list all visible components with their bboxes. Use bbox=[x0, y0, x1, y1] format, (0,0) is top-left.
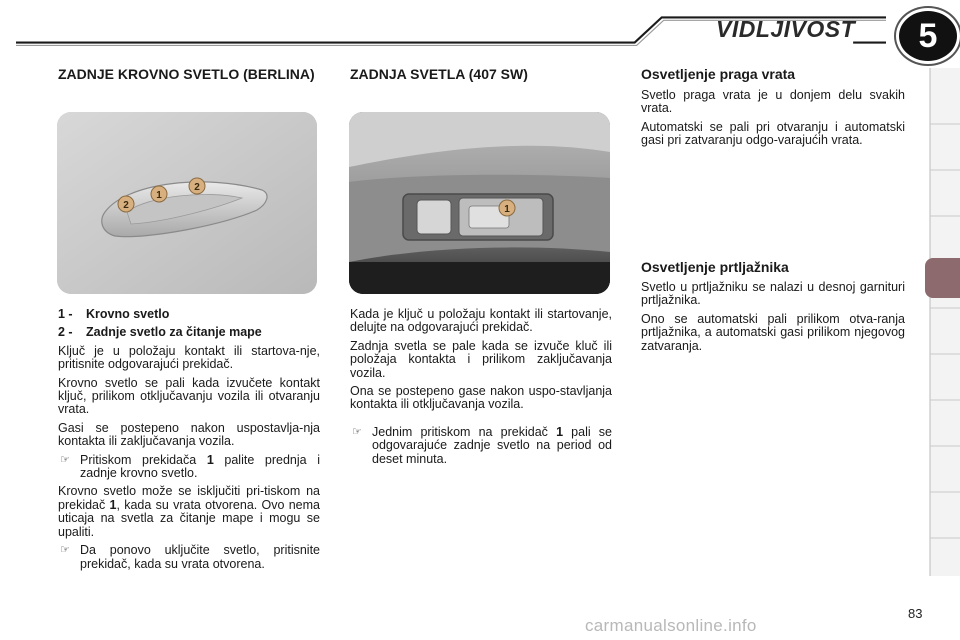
chapter-title: VIDLJIVOST bbox=[716, 16, 856, 42]
right-paragraph: Automatski se pali pri otvaranju i automatski gasi pri zatvaranju odgo-varajućih vrata. bbox=[641, 119, 905, 148]
left-column-text bbox=[58, 308, 320, 571]
roof-light-label-2b: 2 bbox=[194, 182, 200, 193]
mid-paragraph: Kada je ključ u položaju kontakt ili startovanje, delujte na odgovarajući prekidač. bbox=[350, 307, 612, 335]
left-paragraph: Gasi se postepeno nakon uspostavlja-nja kontakta ili zaključavanja vozila. bbox=[58, 420, 320, 449]
hand-pointer-icon: ☞ bbox=[60, 453, 70, 466]
roof-light-label-2a: 2 bbox=[123, 200, 129, 211]
watermark: carmanualsonline.info bbox=[585, 616, 757, 635]
chapter-number-badge: 5 bbox=[896, 8, 960, 64]
chapter-tab-active[interactable] bbox=[925, 258, 960, 298]
page-number: 83 bbox=[908, 606, 923, 621]
left-bullet: ☞ Da ponovo uključite svetlo, pritisnite prekidač, kada su vrata otvorena. bbox=[60, 543, 320, 571]
left-bullet: ☞ Pritiskom prekidača 1 palite prednja i zadnje krovno svetlo. bbox=[60, 452, 320, 481]
section-heading-door-sill-lighting: Osvetljenje praga vrata bbox=[641, 66, 796, 82]
right-paragraph: Ono se automatski pali prilikom otva-ranja prtljažnika, a automatski gasi prilikom njegovog zatvaranja. bbox=[641, 311, 905, 353]
boot-lighting-text bbox=[641, 281, 905, 358]
door-sill-text bbox=[641, 89, 905, 153]
rear-lights-photo bbox=[349, 112, 610, 294]
chapter-tab-strip bbox=[926, 68, 960, 576]
item-map-reading-light: 2 - Zadnje svetlo za čitanje mape bbox=[58, 325, 262, 340]
roof-light-photo bbox=[57, 112, 317, 294]
mid-paragraph: Zadnja svetla se pale kada se izvuče kluč ili položaja kontakta i prilikom zaključavanja vozila. bbox=[350, 338, 612, 380]
left-paragraph: Ključ je u položaju kontakt ili startova-nje, pritisnite odgovarajući prekidač. bbox=[58, 343, 320, 372]
hand-pointer-icon: ☞ bbox=[60, 544, 70, 557]
section-heading-rear-lights: ZADNJA SVETLA (407 SW) bbox=[350, 66, 528, 82]
right-paragraph: Svetlo u prtljažniku se nalazi u desnoj garnituri prtljažnika. bbox=[641, 280, 905, 308]
mid-paragraph: Ona se postepeno gase nakon uspo-stavljanja kontakta ili otključavanja vozila. bbox=[350, 384, 612, 412]
section-heading-boot-lighting: Osvetljenje prtljažnika bbox=[641, 259, 789, 275]
section-heading-rear-roof-light: ZADNJE KROVNO SVETLO (BERLINA) bbox=[58, 66, 315, 82]
left-paragraph: Krovno svetlo može se isključiti pri-tiskom na prekidač 1, kada su vrata otvorena. Ovo nema uticaja na svetla za čitanje mape i mogu se upaliti. bbox=[58, 484, 320, 539]
left-paragraph: Krovno svetlo se pali kada izvučete kontakt ključ, prilikom otključavanju vozila ili otvaranju vrata. bbox=[58, 375, 320, 417]
mid-bullet: ☞ Jednim pritiskom na prekidač 1 pali se odgovarajuće zadnje svetlo na period od deset minuta. bbox=[352, 424, 612, 466]
rear-light-label-1: 1 bbox=[504, 204, 510, 215]
middle-column-text bbox=[350, 308, 612, 466]
hand-pointer-icon: ☞ bbox=[352, 425, 362, 438]
right-paragraph: Svetlo praga vrata je u donjem delu svakih vrata. bbox=[641, 88, 905, 116]
item-roof-light: 1 - Krovno svetlo bbox=[58, 307, 170, 321]
roof-light-label-1: 1 bbox=[156, 190, 162, 201]
